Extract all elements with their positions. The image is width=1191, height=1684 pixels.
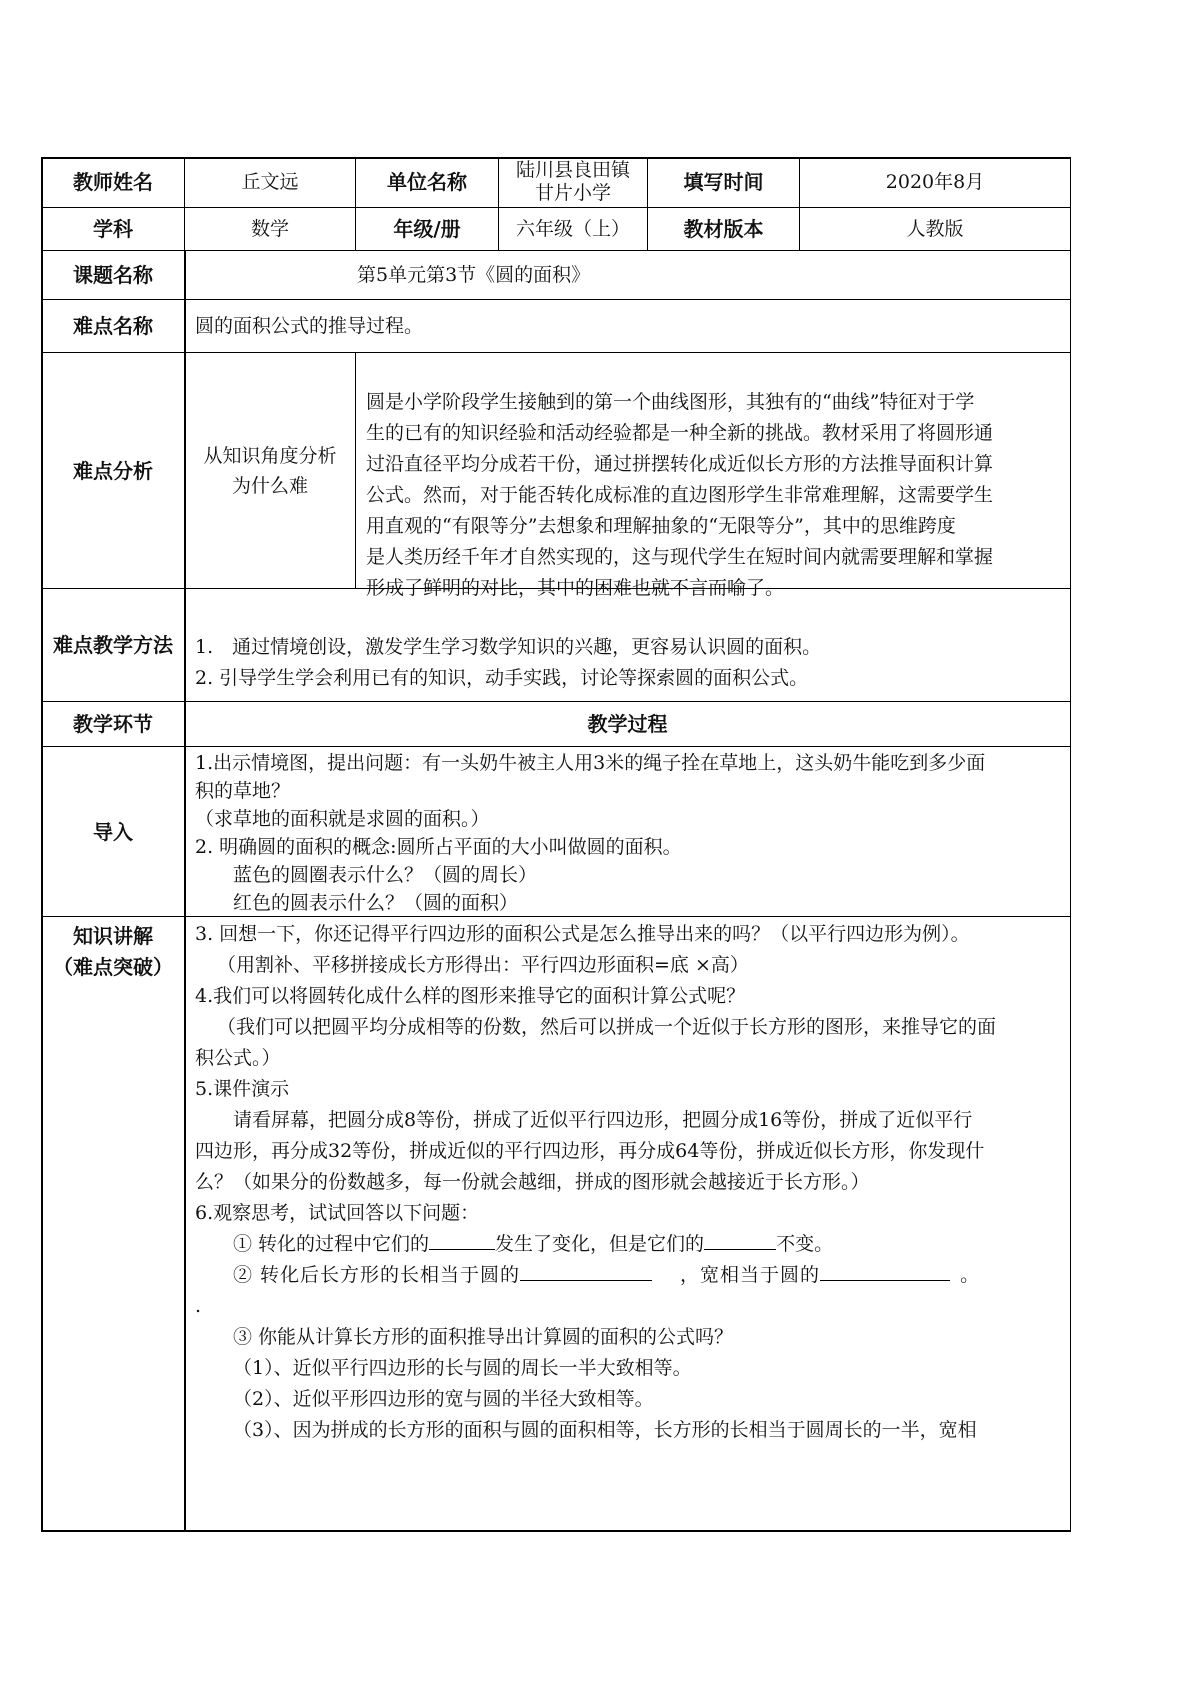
question-1-part-a: ① 转化的过程中它们的: [233, 1233, 430, 1255]
subject-value: 数学: [185, 208, 356, 251]
process-stage-label: 教学环节: [42, 702, 185, 747]
grade-label: 年级/册: [356, 208, 499, 251]
question-1-part-c: 不变。: [776, 1233, 834, 1255]
unit-label: 单位名称: [356, 157, 499, 208]
label-column-divider: [184, 251, 186, 1532]
analysis-line: 公式。然而，对于能否转化成标准的直边图形学生非常难理解，这需要学生: [366, 484, 994, 506]
knowledge-line: 3. 回想一下，你还记得平行四边形的面积公式是怎么推导出来的吗？（以平行四边形为例）。: [195, 923, 970, 945]
question-2: [195, 1260, 1064, 1291]
knowledge-line: （用割补、平移拼接成长方形得出：平行四边形面积=底 ×高）: [217, 954, 749, 976]
date-value: 2020年8月: [800, 157, 1071, 208]
difficulty-label: 难点名称: [42, 300, 185, 353]
method-label: 难点教学方法: [42, 589, 185, 702]
intro-line: 1.出示情境图，提出问题：有一头奶牛被主人用3米的绳子拴在草地上，这头奶牛能吃到多少面: [195, 752, 986, 774]
question-2-part-c: 。: [960, 1264, 981, 1286]
analysis-text: [356, 353, 1071, 599]
method-text: [185, 589, 1071, 702]
intro-line: 2. 明确圆的面积的概念:圆所占平面的大小叫做圆的面积。: [195, 836, 682, 858]
intro-line: 红色的圆表示什么？（圆的面积）: [233, 892, 519, 914]
knowledge-label-line-1: 知识讲解: [73, 924, 153, 948]
question-1-part-b: 发生了变化，但是它们的: [495, 1233, 705, 1255]
teacher-value: 丘文远: [185, 157, 356, 208]
knowledge-line: 么？（如果分的份数越多，每一份就会越细，拼成的图形就会越接近于长方形。）: [195, 1171, 870, 1193]
difficulty-value: [185, 300, 1071, 353]
analysis-line: 生的已有的知识经验和活动经验都是一种全新的挑战。教材采用了将圆形通: [366, 422, 994, 444]
analysis-angle: [185, 353, 356, 589]
table-left-border: [41, 157, 43, 1532]
analysis-label: 难点分析: [42, 353, 185, 589]
analysis-line: 形成了鲜明的对比，其中的困难也就不言而喻了。: [366, 577, 785, 599]
table-top-border: [42, 157, 1071, 159]
stray-dot: .: [195, 1295, 202, 1317]
intro-line: 蓝色的圆圈表示什么？（圆的周长）: [233, 864, 538, 886]
analysis-line: 用直观的“有限等分”去想象和理解抽象的“无限等分”，其中的思维跨度: [366, 515, 956, 537]
knowledge-label: [42, 917, 185, 1532]
teacher-label: 教师姓名: [42, 157, 185, 208]
intro-label: 导入: [42, 747, 185, 917]
question-1-blank-1: [429, 1231, 495, 1250]
knowledge-line: 请看屏幕，把圆分成8等份，拼成了近似平行四边形，把圆分成16等份，拼成了近似平行: [233, 1109, 973, 1131]
table-right-border: [1070, 157, 1071, 1532]
knowledge-line: （1）、近似平行四边形的长与圆的周长一半大致相等。: [233, 1357, 692, 1379]
analysis-line: 是人类历经千年才自然实现的，这与现代学生在短时间内就需要理解和掌握: [366, 546, 994, 568]
question-2-part-b: ，宽相当于圆的: [680, 1264, 821, 1286]
analysis-angle-line-2: 为什么难: [231, 474, 308, 497]
knowledge-line: 5.课件演示: [195, 1078, 290, 1100]
unit-value-line-1: 陆川县良田镇: [515, 159, 630, 181]
grade-value: 六年级（上）: [499, 208, 648, 251]
topic-value: [185, 251, 1071, 300]
edition-value: 人教版: [800, 208, 1071, 251]
knowledge-label-line-2: （难点突破）: [53, 955, 173, 979]
intro-line: （求草地的面积就是求圆的面积。）: [195, 808, 490, 830]
analysis-line: 过沿直径平均分成若干份，通过拼摆转化成近似长方形的方法推导面积计算: [366, 453, 994, 475]
method-line: 1. 通过情境创设，激发学生学习数学知识的兴趣，更容易认识圆的面积。: [195, 636, 822, 658]
knowledge-line: ③ 你能从计算长方形的面积推导出计算圆的面积的公式吗？: [233, 1326, 734, 1348]
intro-text: [185, 747, 1071, 917]
method-line: 2. 引导学生学会利用已有的知识，动手实践，讨论等探索圆的面积公式。: [195, 667, 809, 689]
knowledge-line: 6.观察思考，试试回答以下问题：: [195, 1202, 480, 1224]
question-2-part-a: ② 转化后长方形的长相当于圆的: [233, 1264, 521, 1286]
knowledge-line: 积公式。）: [195, 1047, 281, 1069]
analysis-line: 圆是小学阶段学生接触到的第一个曲线图形，其独有的“曲线”特征对于学: [366, 391, 975, 413]
analysis-angle-line-1: 从知识角度分析: [203, 444, 337, 467]
question-1-blank-2: [704, 1231, 776, 1250]
intro-line: 积的草地？: [195, 780, 291, 802]
topic-label: 课题名称: [42, 251, 185, 300]
edition-label: 教材版本: [648, 208, 800, 251]
subject-label: 学科: [42, 208, 185, 251]
question-2-blank-1: [520, 1262, 652, 1281]
knowledge-line: （3）、因为拼成的长方形的面积与圆的面积相等，长方形的长相当于圆周长的一半，宽相: [233, 1419, 977, 1441]
table-bottom-border: [41, 1530, 1071, 1532]
knowledge-line: 四边形，再分成32等份，拼成近似的平行四边形，再分成64等份，拼成近似长方形，你发现什: [195, 1140, 985, 1162]
lesson-plan-table: [42, 157, 1154, 1532]
question-1: [195, 1229, 1064, 1260]
unit-value: [499, 157, 648, 208]
difficulty-text: 圆的面积公式的推导过程。: [195, 315, 424, 337]
unit-value-line-2: 甘片小学: [534, 182, 611, 204]
knowledge-line: 4.我们可以将圆转化成什么样的图形来推导它的面积计算公式呢？: [195, 985, 746, 1007]
knowledge-line: （我们可以把圆平均分成相等的份数，然后可以拼成一个近似于长方形的图形，来推导它的面: [217, 1016, 997, 1038]
knowledge-text: [185, 917, 1071, 1532]
date-label: 填写时间: [648, 157, 800, 208]
question-2-blank-2: [820, 1262, 950, 1281]
topic-text: 第5单元第3节《圆的面积》: [357, 264, 591, 286]
knowledge-line: （2）、近似平形四边形的宽与圆的半径大致相等。: [233, 1388, 654, 1410]
process-header-value: 教学过程: [185, 702, 1071, 747]
